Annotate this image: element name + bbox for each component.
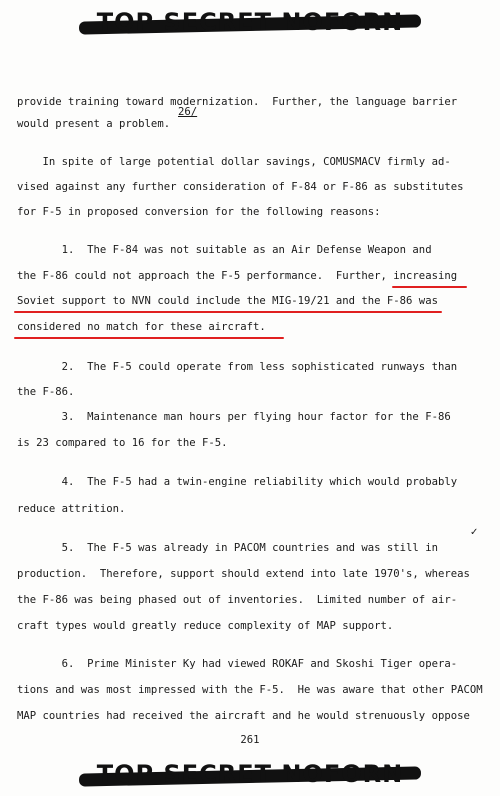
text-line: 6. Prime Minister Ky had viewed ROKAF and Skoshi Tiger opera-: [17, 658, 458, 670]
text-line: 5. The F-5 was already in PACOM countries and was still in: [17, 542, 438, 554]
text-line: 1. The F-84 was not suitable as an Air Defense Weapon and: [17, 244, 432, 256]
text-line: for F-5 in proposed conversion for the following reasons:: [17, 206, 381, 218]
footnote-reference: 26/: [178, 106, 198, 118]
text-line: tions and was most impressed with the F-5. He was aware that other PACOM: [17, 684, 483, 696]
text-line: is 23 compared to 16 for the F-5.: [17, 437, 228, 449]
text-line: 2. The F-5 could operate from less sophisticated runways than: [17, 361, 458, 373]
text-line: would present a problem.: [17, 118, 171, 130]
margin-check-mark: ✓: [470, 527, 479, 538]
text-line: considered no match for these aircraft.: [17, 321, 266, 333]
text-line: reduce attrition.: [17, 503, 126, 515]
page-number: 261: [240, 734, 260, 746]
red-underline: [14, 337, 284, 339]
classification-text-bottom: TOP SECRET NOFORN: [96, 760, 404, 788]
text-line: 3. Maintenance man hours per flying hour factor for the F-86: [17, 411, 451, 423]
text-line: provide training toward modernization. Further, the language barrier: [17, 96, 458, 108]
text-line: 4. The F-5 had a twin-engine reliability which would probably: [17, 476, 458, 488]
text-line: Soviet support to NVN could include the MIG-19/21 and the F-86 was: [17, 295, 438, 307]
text-line: MAP countries had received the aircraft and he would strenuously oppose: [17, 710, 470, 722]
text-line: production. Therefore, support should extend into late 1970's, whereas: [17, 568, 470, 580]
red-underline: [392, 286, 467, 288]
text-line: the F-86 could not approach the F-5 performance. Further, increasing: [17, 270, 458, 282]
text-line: vised against any further consideration of F-84 or F-86 as substitutes: [17, 181, 464, 193]
text-line: the F-86.: [17, 386, 75, 398]
classification-text-top: TOP SECRET NOFORN: [96, 8, 404, 36]
text-line: the F-86 was being phased out of inventories. Limited number of air-: [17, 594, 458, 606]
text-line: craft types would greatly reduce complexity of MAP support.: [17, 620, 394, 632]
classification-stamp-bottom: [0, 760, 500, 788]
red-underline: [14, 311, 442, 313]
classification-stamp-top: [0, 8, 500, 36]
text-line: In spite of large potential dollar savings, COMUSMACV firmly ad-: [17, 156, 451, 168]
